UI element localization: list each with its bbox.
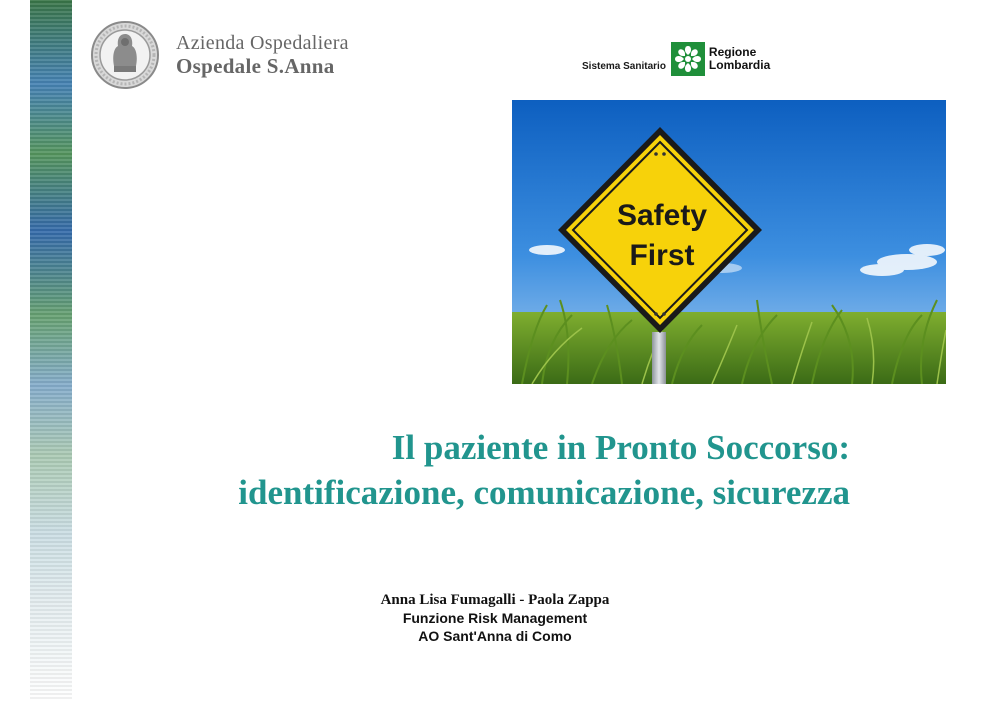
region-branding — [582, 41, 770, 77]
presentation-title — [100, 425, 850, 515]
title-line2: identificazione, comunicazione, sicurezza — [238, 473, 850, 512]
sign-text-line1: Safety — [616, 199, 708, 232]
decorative-side-strip — [30, 0, 72, 701]
title-line1: Il paziente in Pronto Soccorso: — [391, 428, 850, 467]
region-name-line1: Regione — [708, 45, 757, 59]
region-name-line2: Lombardia — [708, 58, 771, 72]
sign-text-line2: First — [629, 239, 695, 272]
credits-block — [300, 591, 690, 645]
authors: Anna Lisa Fumagalli - Paola Zappa — [380, 592, 610, 608]
region-name — [709, 46, 770, 72]
region-prefix: Sistema Sanitario — [582, 60, 666, 72]
department: Funzione Risk Management — [402, 610, 588, 626]
hospital-name — [176, 32, 349, 78]
safety-first-photo — [512, 100, 946, 384]
hospital-name-line2: Ospedale S.Anna — [176, 54, 335, 78]
regione-lombardia-logo-icon — [671, 42, 705, 76]
organization: AO Sant'Anna di Como — [418, 628, 572, 644]
hospital-name-line1: Azienda Ospedaliera — [176, 32, 349, 54]
hospital-seal-icon — [90, 20, 160, 90]
